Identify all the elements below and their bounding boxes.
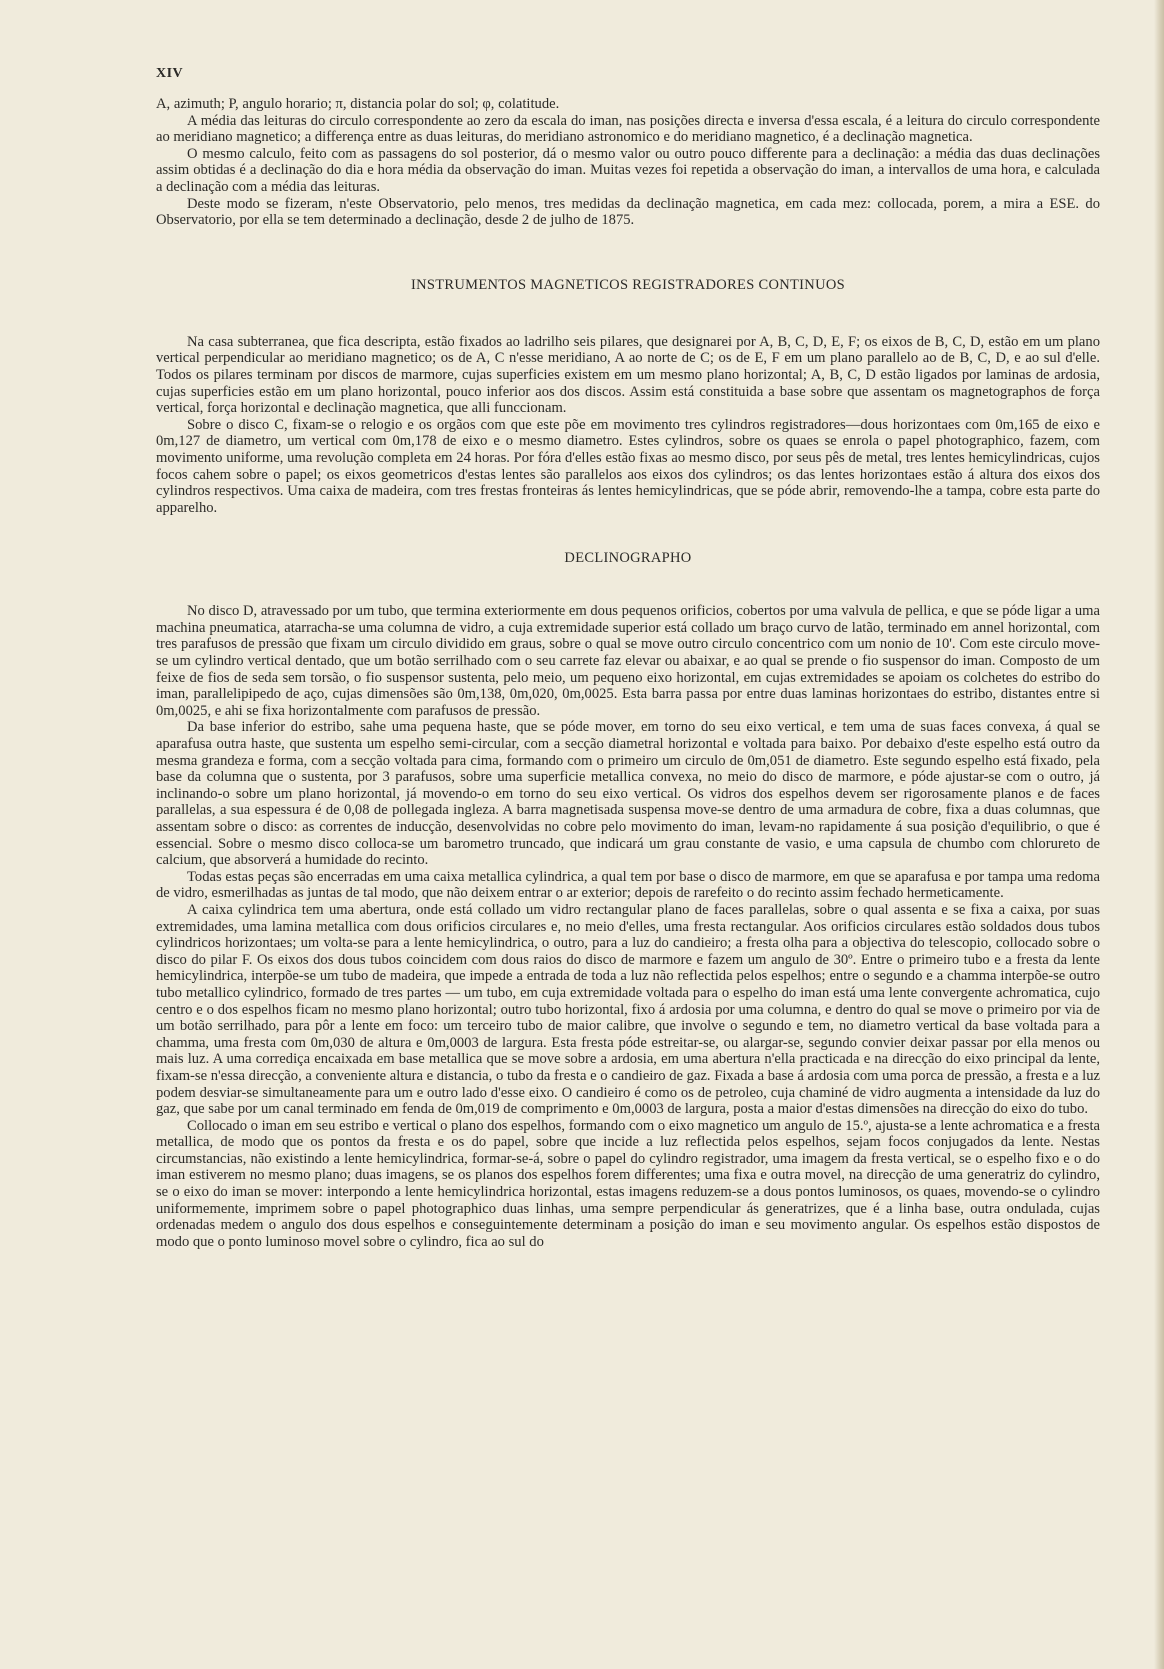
paragraph: A, azimuth; P, angulo horario; π, distancia polar do sol; φ, colatitude. (156, 96, 560, 112)
section-heading: INSTRUMENTOS MAGNETICOS REGISTRADORES CONTINUOS (411, 276, 845, 293)
paragraph: Collocado o iman em seu estribo e vertical o plano dos espelhos, formando com o eixo magnetico um angulo de 15.º, ajusta-se a lente achromatica e a fresta metallica, de modo que os pontos da fresta e os do papel, sobre que incide a luz reflectida pelos espelhos, sejam focos conjugados da lente. Nestas circumstancias, não existindo a lente hemicylindrica, formar-se-á, sobre o papel do cylindro registrador, uma imagem da fresta vertical, se o espelho fixo e o do iman estiverem no mesmo plano; duas imagens, se os planos dos espelhos forem differentes; uma fixa e outra movel, na direcção de uma generatriz do cylindro, se o eixo do iman se mover: interpondo a lente hemicylindrica horizontal, estas imagens reduzem-se a dous pontos luminosos, os quaes, movendo-se o cylindro uniformemente, imprimem sobre o papel photographico duas linhas, uma sempre perpendicular ás generatrizes, que é a linha base, outra ondulada, cujas ordenadas medem o angulo dos dous espelhos e conseguintemente determinam a posição do iman e seu movimento angular. Os espelhos estão dispostos de modo que o ponto luminoso movel sobre o cylindro, fica ao sul do (156, 1117, 1100, 1250)
paragraph: A caixa cylindrica tem uma abertura, onde está collado um vidro rectangular plano de faces parallelas, sobre o qual assenta e se fixa a caixa, por suas extremidades, uma lamina metallica com dous orificios circulares e, no meio d'elles, uma fresta rectangular. Aos orificios circulares estão soldados dous tubos cylindricos horizontaes; um volta-se para a lente hemicylindrica, o outro, para a luz do candieiro; a fresta olha para a objectiva do telescopio, collocado sobre o disco do pilar F. Os eixos dos dous tubos coincidem com dous raios do disco de marmore e fazem um angulo de 30º. Entre o primeiro tubo e a fresta da lente hemicylindrica, interpõe-se um tubo de madeira, que impede a entrada de toda a luz não reflectida pelos espelhos; entre o segundo e a chamma interpõe-se outro tubo metallico cylindrico, formado de tres partes — um tubo, em cuja extremidade voltada para o espelho do iman está uma lente convergente achromatica, cujo centro e o dos espelhos ficam no mesmo plano horizontal; outro tubo horizontal, fixo á ardosia por uma columna, e dentro do qual se move o primeiro por via de um botão serrilhado, para pôr a lente em foco: um terceiro tubo de maior calibre, que involve o segundo e tem, no diametro vertical da base voltada para a chamma, uma fresta com 0m,030 de altura e 0m,0003 de largura. Esta fresta póde estreitar-se, ou alargar-se, segundo convier deixar passar por ella menos ou mais luz. A uma corrediça encaixada em base metallica que se move sobre a ardosia, em uma abertura n'ella practicada e na direcção do eixo principal da lente, fixam-se n'essa direcção, a conveniente altura e distancia, o tubo da fresta e o candieiro de gaz. Fixada a base á ardosia com uma porca de pressão, a fresta e a luz podem desviar-se simultaneamente para um e outro lado d'esse eixo. O candieiro é como os de petroleo, cuja chaminé de vidro augmenta a intensidade da luz do gaz, que sabe por um canal terminado em fenda de 0m,019 de comprimento e 0m,0003 de largura, posta a maior d'estas dimensões na direcção do eixo do tubo. (156, 901, 1100, 1118)
paragraph: Todas estas peças são encerradas em uma caixa metallica cylindrica, a qual tem por base o disco de marmore, em que se aparafusa e por tampa uma redoma de vidro, esmerilhadas as juntas de tal modo, que não deixem entrar o ar exterior; depois de rarefeito o do recinto assim fechado hermeticamente. (156, 868, 1100, 902)
paragraph: Na casa subterranea, que fica descripta, estão fixados ao ladrilho seis pilares, que designarei por A, B, C, D, E, F; os eixos de B, C, D, estão em um plano vertical perpendicular ao meridiano magnetico; os de A, C n'esse meridiano, A ao norte de C; os de E, F em um plano parallelo ao de B, C, D, e ao sul d'elle. Todos os pilares terminam por discos de marmore, cujas superficies existem em um mesmo plano horizontal; A, B, C, D estão ligados por laminas de ardosia, cujas superficies estão em um plano horizontal, pouco inferior aos dos discos. Assim está constituida a base sobre que assentam os magnetographos de força vertical, força horizontal e declinação magnetica, que alli funccionam. (156, 333, 1100, 417)
page-number: XIV (156, 66, 184, 81)
paragraph: Sobre o disco C, fixam-se o relogio e os orgãos com que este põe em movimento tres cylindros registradores—dous horizontaes com 0m,165 de eixo e 0m,127 de diametro, um vertical com 0m,178 de eixo e o mesmo diametro. Estes cylindros, sobre os quaes se enrola o papel photographico, fazem, com movimento uniforme, uma revolução completa em 24 horas. Por fóra d'elles estão fixas ao mesmo disco, por seus pês de metal, tres lentes hemicylindricas, cujos focos cahem sobre o papel; os eixos geometricos d'estas lentes são parallelos aos eixos dos cylindros; os das lentes horizontaes estão á altura dos eixos dos cylindros respectivos. Uma caixa de madeira, com tres frestas fronteiras ás lentes hemicylindricas, que se póde abrir, removendo-lhe a tampa, cobre esta parte do apparelho. (156, 416, 1100, 516)
paragraph: No disco D, atravessado por um tubo, que termina exteriormente em dous pequenos orificios, cobertos por uma valvula de pellica, e que se póde ligar a uma machina pneumatica, atarracha-se uma columna de vidro, a cuja extremidade superior está collado um braço curvo de latão, terminado em annel horizontal, com tres parafusos de pressão que fixam um circulo dividido em graus, sobre o qual se move outro circulo concentrico com um nonio de 10'. Com este circulo move-se um cylindro vertical dentado, que um botão serrilhado com o seu carrete faz elevar ou abaixar, e ao qual se prende o fio suspensor do iman. Composto de um feixe de fios de seda sem torsão, o fio suspensor sustenta, pelo meio, um pequeno eixo horizontal, em cujas extremidades se apoiam os colchetes do estribo do iman, parallelipipedo de aço, cujas dimensões são 0m,138, 0m,020, 0m,0025. Esta barra passa por entre duas laminas horizontaes do estribo, distantes entre si 0m,0025, e ahi se fixa horizontalmente com parafusos de pressão. (156, 603, 1100, 719)
text-column (156, 66, 1100, 1250)
paragraph: A média das leituras do circulo correspondente ao zero da escala do iman, nas posições directa e inversa d'essa escala, é a leitura do circulo correspondente ao meridiano magnetico; a differença entre as duas leituras, do meridiano astronomico e do meridiano magnetico, é a declinação magnetica. (156, 112, 1100, 146)
page-edge (1154, 0, 1164, 1669)
paragraph: O mesmo calculo, feito com as passagens do sol posterior, dá o mesmo valor ou outro pouco differente para a declinação: a média das duas declinações assim obtidas é a declinação do dia e hora média da observação do iman. Muitas vezes foi repetida a observação do iman, a intervallos de uma hora, e calculada a declinação com a média das leituras. (156, 145, 1100, 195)
paragraph: Deste modo se fizeram, n'este Observatorio, pelo menos, tres medidas da declinação magnetica, em cada mez: collocada, porem, a mira a ESE. do Observatorio, por ella se tem determinado a declinação, desde 2 de julho de 1875. (156, 195, 1100, 229)
paragraph: Da base inferior do estribo, sahe uma pequena haste, que se póde mover, em torno do seu eixo vertical, e tem uma de suas faces convexa, á qual se aparafusa outra haste, que sustenta um espelho semi-circular, com a secção diametral horizontal e voltada para baixo. Por debaixo d'este espelho está outro da mesma grandeza e forma, com a secção voltada para cima, formando com o primeiro um circulo de 0m,051 de diametro. Este segundo espelho está fixado, pela base da columna que o sustenta, por 3 parafusos, sobre uma superficie metallica convexa, no meio do disco de marmore, e póde ajustar-se com o outro, já inclinando-o sobre um plano horizontal, já movendo-o em torno do seu eixo vertical. Os vidros dos espelhos devem ser rigorosamente planos e de faces parallelas, a sua espessura é de 0,08 de pollegada ingleza. A barra magnetisada suspensa move-se dentro de uma armadura de cobre, fixa a duas columnas, que assentam sobre o disco: as correntes de inducção, desenvolvidas no cobre pelo movimento do iman, levam-no rapidamente á sua posição d'equilibrio, o que é essencial. Sobre o mesmo disco colloca-se um barometro truncado, que indicará um grau constante de vasio, e uma capsula de chumbo com chlorureto de calcium, que absorverá a humidade do recinto. (156, 719, 1100, 869)
section-heading: DECLINOGRAPHO (564, 550, 692, 567)
